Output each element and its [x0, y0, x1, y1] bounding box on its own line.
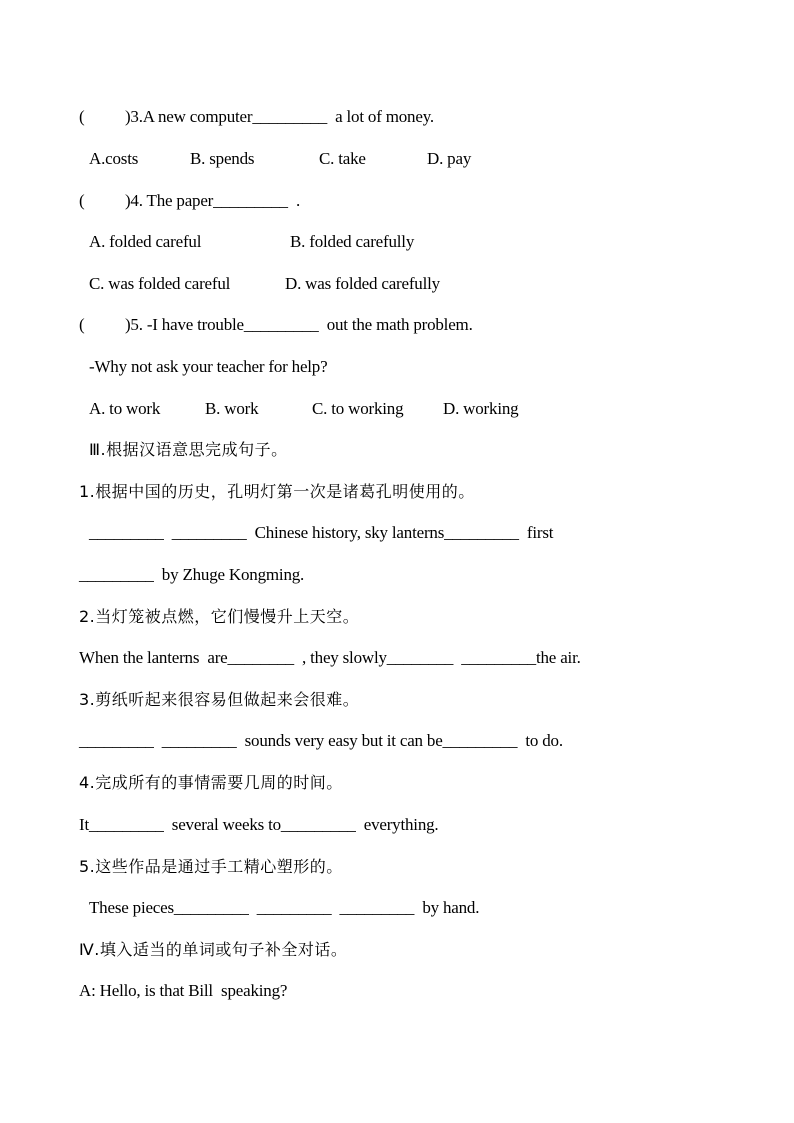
q4-option-b: B. folded carefully	[290, 232, 415, 251]
section-3-item-1-chinese: 1.根据中国的历史，孔明灯第一次是诸葛孔明使用的。	[79, 482, 475, 501]
section-3-item-5-english: These pieces_________ _________ _________ by hand.	[89, 898, 480, 917]
section-3-item-1-english-line-1: _________ _________ Chinese history, sky lanterns_________ first	[89, 523, 554, 542]
q3-option-c: C. take	[319, 149, 366, 168]
q3-option-d: D. pay	[427, 149, 472, 168]
question-5-stem: ( )5. -I have trouble_________ out the math problem.	[79, 315, 473, 334]
section-4-heading: Ⅳ.填入适当的单词或句子补全对话。	[79, 940, 348, 959]
dialogue-line-1: A: Hello, is that Bill speaking?	[79, 981, 288, 1000]
q5-option-a: A. to work	[89, 399, 161, 418]
section-3-item-4-english: It_________ several weeks to_________ everything.	[79, 815, 439, 834]
q3-option-b: B. spends	[190, 149, 255, 168]
section-3-item-4-chinese: 4.完成所有的事情需要几周的时间。	[79, 773, 343, 792]
q5-option-b: B. work	[205, 399, 259, 418]
q4-option-c: C. was folded careful	[89, 274, 231, 293]
section-3-item-2-english: When the lanterns are________ , they slowly________ _________the air.	[79, 648, 581, 667]
q4-option-a: A. folded careful	[89, 232, 202, 251]
question-3-stem: ( )3.A new computer_________ a lot of money.	[79, 107, 434, 126]
section-3-item-1-english-line-2: _________ by Zhuge Kongming.	[79, 565, 305, 584]
question-5-reply: -Why not ask your teacher for help?	[89, 357, 328, 376]
q4-option-d: D. was folded carefully	[285, 274, 440, 293]
q5-option-c: C. to working	[312, 399, 404, 418]
q3-option-a: A.costs	[89, 149, 139, 168]
section-3-item-5-chinese: 5.这些作品是通过手工精心塑形的。	[79, 857, 343, 876]
section-3-item-3-english: _________ _________ sounds very easy but it can be_________ to do.	[79, 731, 563, 750]
q5-option-d: D. working	[443, 399, 519, 418]
section-3-item-2-chinese: 2.当灯笼被点燃，它们慢慢升上天空。	[79, 607, 360, 626]
question-4-stem: ( )4. The paper_________ .	[79, 191, 300, 210]
section-3-heading: Ⅲ.根据汉语意思完成句子。	[89, 440, 288, 459]
section-3-item-3-chinese: 3.剪纸听起来很容易但做起来会很难。	[79, 690, 360, 709]
